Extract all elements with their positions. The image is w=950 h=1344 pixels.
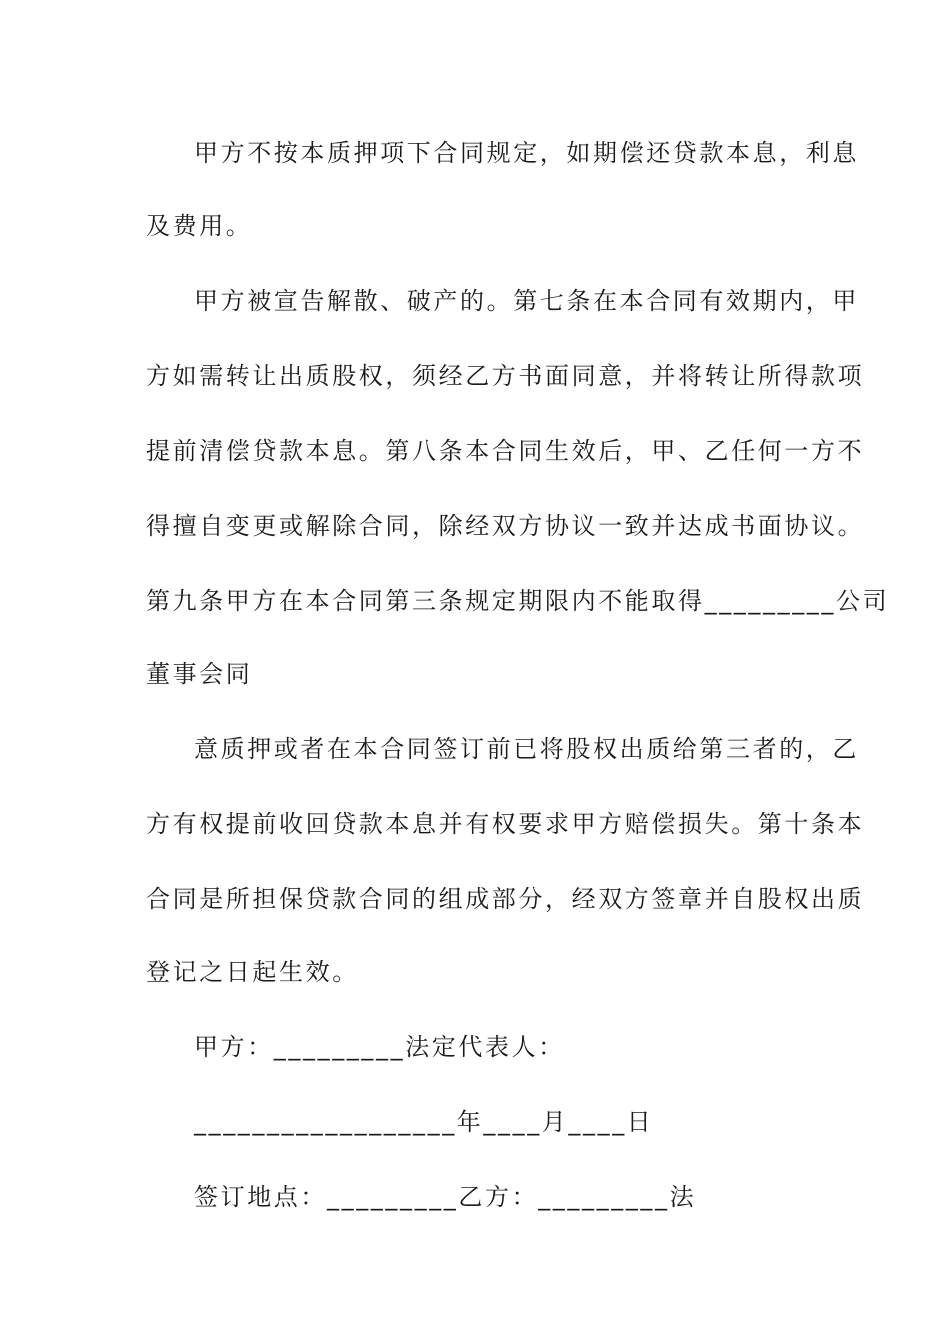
paragraph-line: 得擅自变更或解除合同，除经双方协议一致并达成书面协议。 (146, 512, 865, 540)
paragraph-line: 提前清偿贷款本息。第八条本合同生效后，甲、乙任何一方不 (146, 437, 865, 465)
signature-date-line: __________________年____月____日 (194, 1108, 654, 1136)
paragraph-line: 甲方被宣告解散、破产的。第七条在本合同有效期内，甲 (194, 287, 859, 315)
paragraph-line: 方如需转让出质股权，须经乙方书面同意，并将转让所得款项 (146, 362, 865, 390)
paragraph-line: 方有权提前收回贷款本息并有权要求甲方赔偿损失。第十条本 (146, 810, 865, 838)
paragraph-line: 合同是所担保贷款合同的组成部分，经双方签章并自股权出质 (146, 885, 865, 913)
signature-party-a-line: 甲方：_________法定代表人： (194, 1033, 565, 1061)
paragraph-line: 意质押或者在本合同签订前已将股权出质给第三者的，乙 (194, 735, 859, 763)
paragraph-line: 登记之日起生效。 (146, 958, 359, 986)
paragraph-line: 甲方不按本质押项下合同规定，如期偿还贷款本息，利息 (194, 139, 859, 167)
paragraph-line: 及费用。 (146, 212, 253, 240)
signing-place-line: 签订地点：_________乙方：_________法 (194, 1183, 697, 1211)
paragraph-line: 第九条甲方在本合同第三条规定期限内不能取得_________公司 (146, 587, 890, 615)
paragraph-line: 董事会同 (146, 660, 253, 688)
